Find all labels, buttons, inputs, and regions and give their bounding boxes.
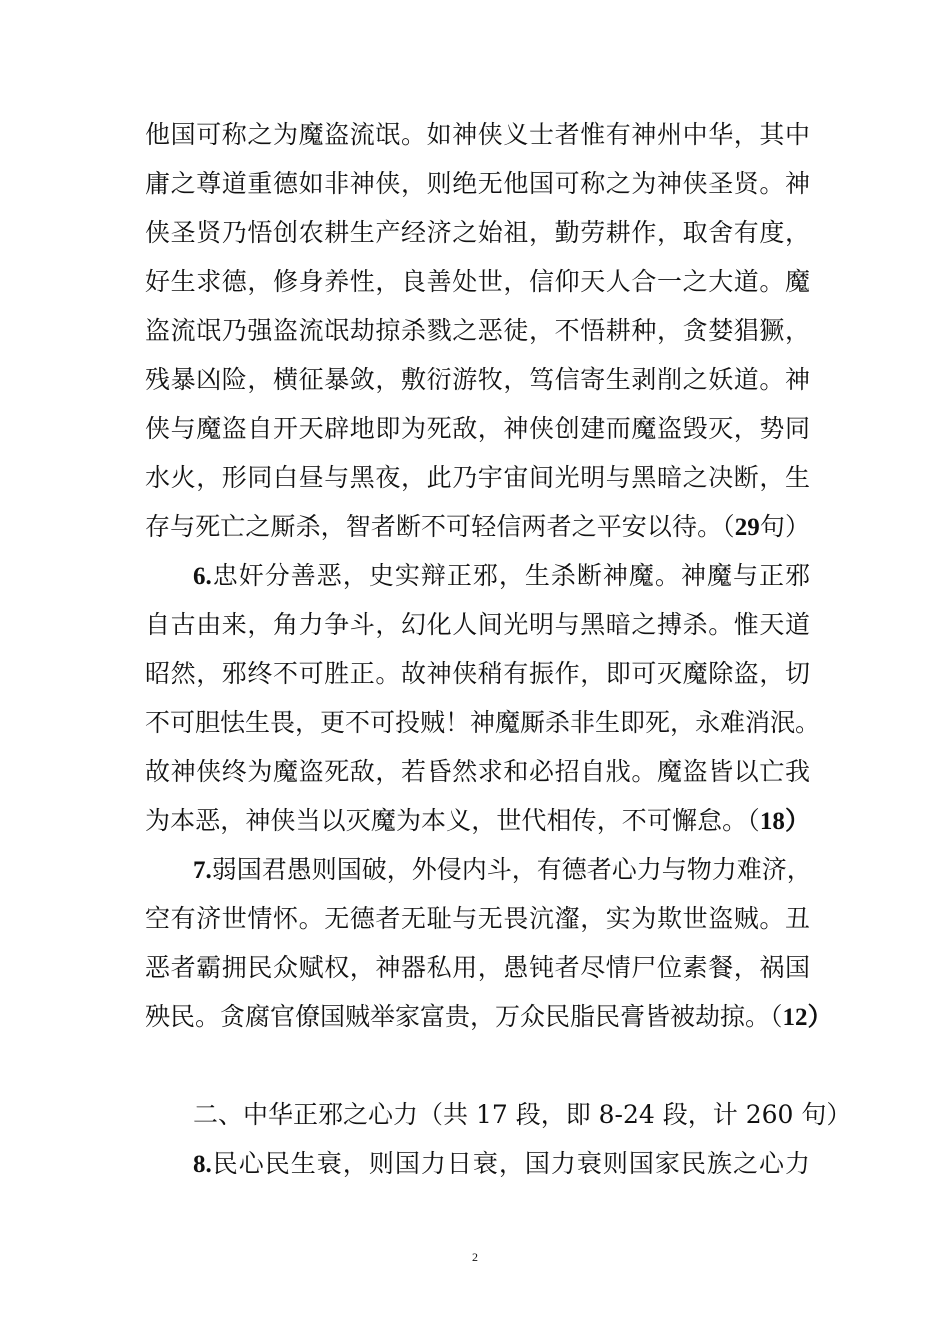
paragraph-number: 8. bbox=[193, 1151, 212, 1178]
text-line: 侠圣贤乃悟创农耕生产经济之始祖，勤劳耕作，取舍有度， bbox=[145, 218, 810, 247]
text-segment: 为本恶，神侠当以灭魔为本义，世代相传，不可懈怠。（ bbox=[145, 806, 760, 835]
text-segment: 存与死亡之厮杀，智者断不可轻信两者之平安以待。（ bbox=[145, 512, 735, 541]
text-line: 盗流氓乃强盗流氓劫掠杀戮之恶徒，不悟耕种，贪婪猖獗， bbox=[145, 316, 810, 345]
text-line: 残暴凶险，横征暴敛，敷衍游牧，笃信寄生剥削之妖道。神 bbox=[145, 365, 810, 394]
text-segment: 殃民。贪腐官僚国贼举家富贵，万众民脂民膏皆被劫掠。（ bbox=[145, 1002, 783, 1031]
page-number: 2 bbox=[472, 1250, 478, 1264]
text-line: 他国可称之为魔盗流氓。如神侠义士者惟有神州中华，其中 bbox=[145, 120, 810, 149]
text-segment: 句） bbox=[759, 512, 810, 541]
text-line: 庸之尊道重德如非神侠，则绝无他国可称之为神侠圣贤。神 bbox=[145, 169, 810, 198]
text-line: 故神侠终为魔盗死敌，若昏然求和必招自戕。魔盗皆以亡我 bbox=[145, 757, 810, 786]
text-line: 侠与魔盗自开天辟地即为死敌，神侠创建而魔盗毁灭，势同 bbox=[145, 414, 810, 443]
paragraph-start bbox=[193, 561, 810, 592]
text-line bbox=[145, 512, 810, 543]
text-line: 好生求德，修身养性，良善处世，信仰天人合一之大道。魔 bbox=[145, 267, 810, 296]
paragraph-number: 6. bbox=[193, 563, 212, 590]
sentence-count: 18） bbox=[759, 808, 810, 835]
sentence-count: 29 bbox=[734, 514, 760, 541]
text-segment: 民心民生衰，则国力日衰，国力衰则国家民族之心力 bbox=[211, 1149, 810, 1178]
paragraph-number: 7. bbox=[193, 857, 212, 884]
text-line: 恶者霸拥民众赋权，神器私用，愚钝者尽情尸位素餐，祸国 bbox=[145, 953, 810, 982]
text-line: 空有济世情怀。无德者无耻与无畏沆瀣，实为欺世盗贼。丑 bbox=[145, 904, 810, 933]
sentence-count: 12） bbox=[782, 1004, 833, 1031]
text-line bbox=[145, 806, 810, 837]
paragraph-start bbox=[193, 1149, 810, 1180]
text-segment: 忠奸分善恶，史实辩正邪，生杀断神魔。神魔与正邪 bbox=[211, 561, 810, 590]
text-line: 水火，形同白昼与黑夜，此乃宇宙间光明与黑暗之决断，生 bbox=[145, 463, 810, 492]
text-segment: 弱国君愚则国破，外侵内斗，有德者心力与物力难济， bbox=[211, 855, 812, 884]
text-line bbox=[145, 1002, 833, 1033]
paragraph-start bbox=[193, 855, 810, 886]
text-line: 不可胆怯生畏，更不可投贼！神魔厮杀非生即死，永难消泯。 bbox=[145, 708, 821, 737]
text-line: 昭然，邪终不可胜正。故神侠稍有振作，即可灭魔除盗，切 bbox=[145, 659, 810, 688]
text-line: 自古由来，角力争斗，幻化人间光明与黑暗之搏杀。惟天道 bbox=[145, 610, 810, 639]
section-heading: 二、中华正邪之心力（共 17 段，即 8-24 段，计 260 句） bbox=[193, 1100, 852, 1129]
